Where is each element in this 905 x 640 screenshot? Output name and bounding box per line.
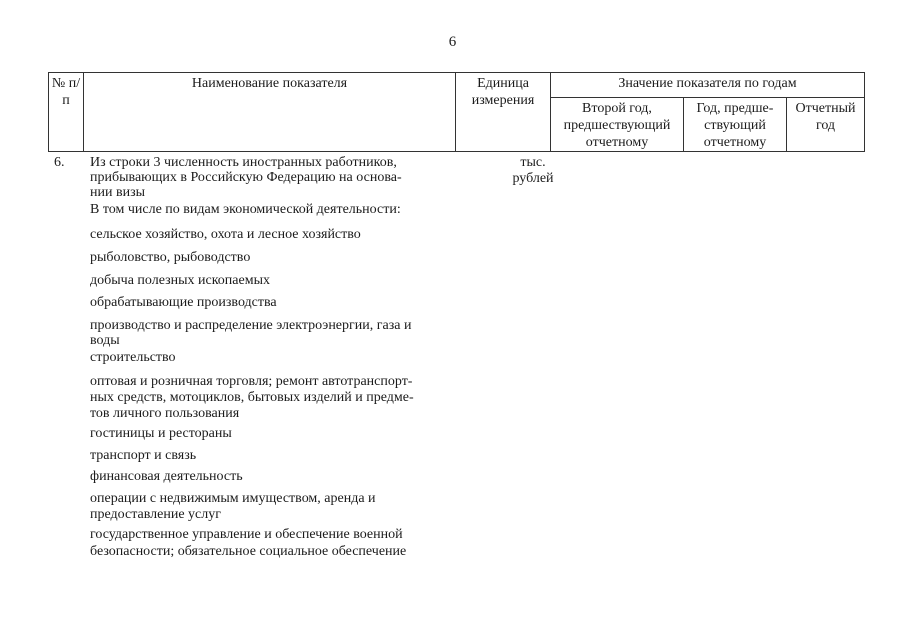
header-second-year-label: Второй год, предшествующий отчетному [563, 101, 671, 150]
row-line-5: сельское хозяйство, охота и лесное хозяйство [90, 227, 361, 242]
row-line-2: прибывающих в Российскую Федерацию на основа- [90, 170, 402, 185]
row-line-8: обрабатывающие производства [90, 295, 277, 310]
header-report-year-label: Отчетный год [795, 101, 856, 133]
header-second-year [551, 98, 684, 152]
row-line-11: строительство [90, 350, 176, 365]
header-report-year [787, 98, 865, 152]
header-values-group-label: Значение показателя по годам [618, 76, 797, 91]
header-num-label: № п/п [51, 76, 81, 108]
header-year-prev [684, 98, 787, 152]
row-line-16: транспорт и связь [90, 448, 197, 463]
row-line-17: финансовая деятельность [90, 469, 243, 484]
header-unit-label: Единица измерения [471, 76, 535, 108]
row-unit-line2: рублей [512, 171, 554, 186]
row-line-15: гостиницы и рестораны [90, 426, 232, 441]
row-line-10: воды [90, 333, 120, 348]
row-line-4: В том числе по видам экономической деятельности: [90, 202, 401, 217]
row-line-20: государственное управление и обеспечение военной [90, 527, 403, 542]
row-number: 6. [54, 155, 65, 170]
row-line-18: операции с недвижимым имуществом, аренда и [90, 491, 376, 506]
row-line-6: рыболовство, рыбоводство [90, 250, 251, 265]
header-table [48, 72, 865, 152]
page-number: 6 [448, 34, 457, 50]
row-line-13: ных средств, мотоциклов, бытовых изделий и предме- [90, 390, 414, 405]
header-name-label: Наименование показателя [191, 76, 348, 91]
header-values-group [551, 73, 865, 98]
row-line-14: тов личного пользования [90, 406, 240, 421]
row-line-21: безопасности; обязательное социальное обеспечение [90, 544, 407, 559]
row-line-12: оптовая и розничная торговля; ремонт автотранспорт- [90, 374, 413, 389]
header-num [49, 73, 84, 152]
row-unit-line1: тыс. [520, 155, 546, 170]
header-year-prev-label: Год, предше-ствующий отчетному [696, 101, 774, 150]
row-line-1: Из строки 3 численность иностранных работников, [90, 155, 397, 170]
row-line-3: нии визы [90, 185, 146, 200]
header-unit [456, 73, 551, 152]
row-line-7: добыча полезных ископаемых [90, 273, 270, 288]
row-line-19: предоставление услуг [90, 507, 221, 522]
row-unit [488, 155, 578, 187]
row-line-9: производство и распределение электроэнергии, газа и [90, 318, 412, 333]
header-name [84, 73, 456, 152]
